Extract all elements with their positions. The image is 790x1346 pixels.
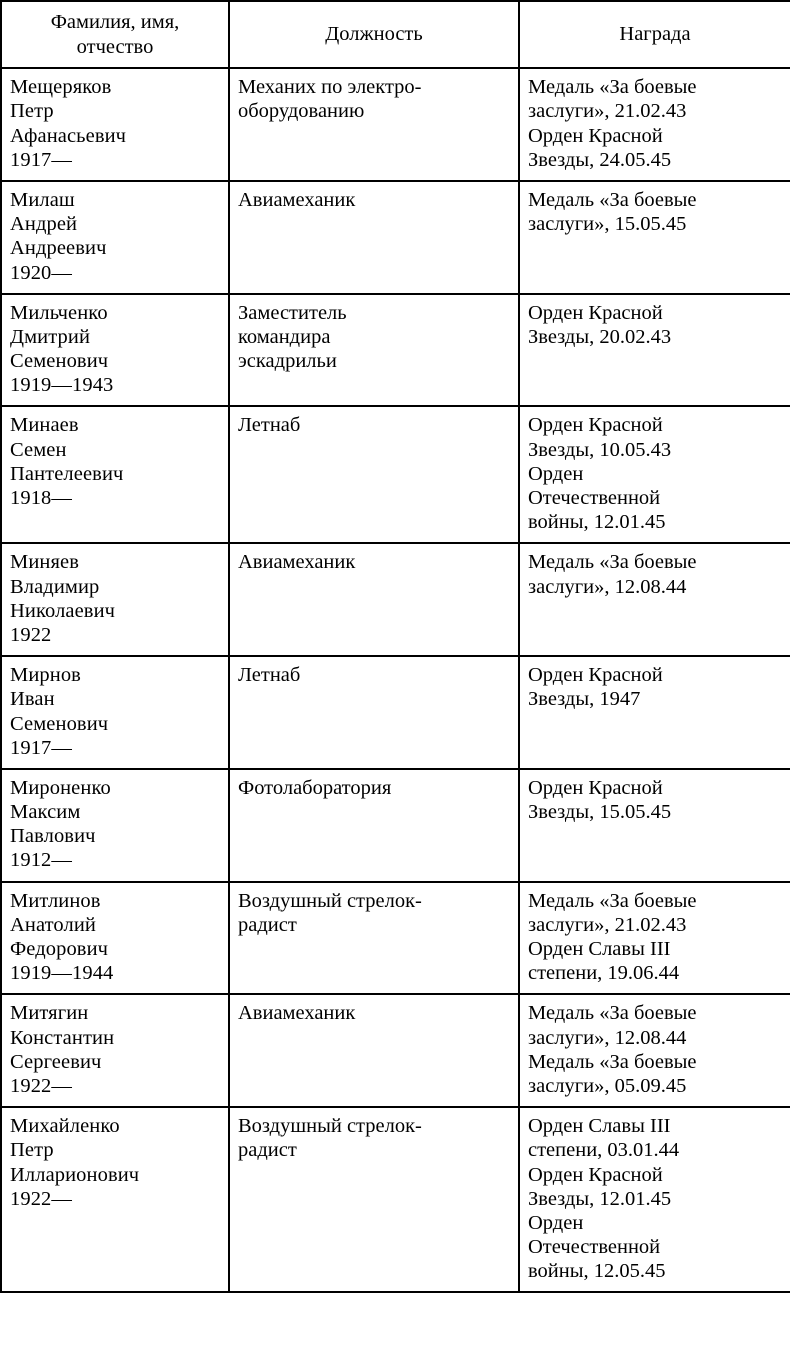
- cell-role: [229, 1107, 519, 1292]
- cell-name: [1, 769, 229, 882]
- text-line: 1917—: [10, 736, 72, 759]
- text-line: степени, 03.01.44: [528, 1139, 680, 1162]
- table-row: [1, 543, 790, 656]
- column-header-role: Должность: [229, 1, 519, 68]
- cell-name: [1, 294, 229, 407]
- table-row: [1, 769, 790, 882]
- text-line: Звезды, 1947: [528, 688, 641, 711]
- text-line: Константин: [10, 1026, 115, 1049]
- text-line: Звезды, 15.05.45: [528, 801, 672, 824]
- text-line: Петр: [10, 1139, 54, 1162]
- cell-name: [1, 543, 229, 656]
- table-header: [1, 1, 790, 68]
- text-line: Фамилия, имя,: [50, 11, 180, 33]
- text-line: Звезды, 24.05.45: [528, 148, 672, 171]
- text-line: Звезды, 20.02.43: [528, 325, 672, 348]
- table-row: [1, 68, 790, 181]
- text-line: 1912—: [10, 849, 72, 872]
- text-line: Владимир: [10, 575, 100, 598]
- text-line: Семенович: [10, 712, 109, 735]
- text-line: Андрей: [10, 213, 78, 236]
- table-row: [1, 882, 790, 995]
- text-line: Орден Красной: [528, 1163, 663, 1186]
- text-line: Звезды, 12.01.45: [528, 1187, 672, 1210]
- cell-role: Фотолаборатория: [229, 769, 519, 882]
- text-line: Медаль «За боевые: [528, 188, 697, 211]
- cell-award: [519, 1107, 790, 1292]
- text-line: Дмитрий: [10, 325, 91, 348]
- column-header-name: [1, 1, 229, 68]
- table-row: [1, 1107, 790, 1292]
- text-line: Семен: [10, 438, 67, 461]
- text-line: 1922—: [10, 1074, 72, 1097]
- table-row: [1, 406, 790, 543]
- text-line: Максим: [10, 801, 81, 824]
- text-line: заслуги», 21.02.43: [528, 913, 687, 936]
- text-line: Павлович: [10, 825, 96, 848]
- text-line: 1922: [10, 623, 52, 646]
- text-line: 1917—: [10, 148, 72, 171]
- table-row: [1, 294, 790, 407]
- cell-award: [519, 656, 790, 769]
- text-line: заслуги», 05.09.45: [528, 1074, 687, 1097]
- text-line: Воздушный стрелок-: [238, 889, 422, 912]
- text-line: Орден Красной: [528, 414, 663, 437]
- text-line: 1922—: [10, 1187, 72, 1210]
- text-line: войны, 12.05.45: [528, 1260, 666, 1283]
- text-line: Орден Красной: [528, 664, 663, 687]
- cell-name: [1, 181, 229, 294]
- text-line: Мироненко: [10, 776, 111, 799]
- text-line: Иван: [10, 688, 55, 711]
- text-line: Пантелеевич: [10, 462, 124, 485]
- text-line: степени, 19.06.44: [528, 962, 680, 985]
- text-line: Минаев: [10, 414, 79, 437]
- text-line: Илларионович: [10, 1163, 140, 1186]
- table-body: [1, 68, 790, 1292]
- cell-name: [1, 406, 229, 543]
- text-line: Медаль «За боевые: [528, 889, 697, 912]
- text-line: Орден Красной: [528, 124, 663, 147]
- text-line: Отечественной: [528, 487, 661, 509]
- cell-role: Летнаб: [229, 406, 519, 543]
- cell-name: [1, 1107, 229, 1292]
- table-header-row: [1, 1, 790, 68]
- text-line: командира: [238, 325, 331, 348]
- text-line: Мирнов: [10, 664, 81, 687]
- text-line: отчество: [76, 35, 154, 58]
- text-line: Семенович: [10, 350, 109, 373]
- cell-award: [519, 406, 790, 543]
- text-line: радист: [238, 1139, 297, 1162]
- text-line: заслуги», 21.02.43: [528, 100, 687, 123]
- text-line: Митлинов: [10, 889, 101, 912]
- text-line: Михайленко: [10, 1115, 120, 1138]
- cell-award: [519, 882, 790, 995]
- text-line: 1918—: [10, 487, 72, 509]
- cell-name: [1, 882, 229, 995]
- text-line: Медаль «За боевые: [528, 1050, 697, 1073]
- cell-award: [519, 769, 790, 882]
- text-line: Анатолий: [10, 913, 96, 936]
- text-line: оборудованию: [238, 100, 365, 123]
- text-line: Петр: [10, 100, 54, 123]
- text-line: Орден Красной: [528, 776, 663, 799]
- table-row: [1, 181, 790, 294]
- cell-name: [1, 68, 229, 181]
- cell-name: [1, 656, 229, 769]
- text-line: Миняев: [10, 551, 79, 574]
- cell-award: [519, 994, 790, 1107]
- text-line: Медаль «За боевые: [528, 76, 697, 99]
- cell-role: Летнаб: [229, 656, 519, 769]
- cell-award: [519, 543, 790, 656]
- text-line: Мещеряков: [10, 76, 112, 99]
- text-line: Николаевич: [10, 599, 116, 622]
- cell-role: Авиамеханик: [229, 181, 519, 294]
- text-line: Звезды, 10.05.43: [528, 438, 672, 461]
- text-line: Заместитель: [238, 301, 347, 324]
- cell-role: [229, 68, 519, 181]
- text-line: заслуги», 15.05.45: [528, 213, 687, 236]
- text-line: 1919—1943: [10, 374, 114, 397]
- text-line: эскадрильи: [238, 350, 337, 373]
- cell-role: Авиамеханик: [229, 543, 519, 656]
- text-line: Механих по электро-: [238, 76, 422, 99]
- text-line: Медаль «За боевые: [528, 1002, 697, 1025]
- text-line: Сергеевич: [10, 1050, 102, 1073]
- text-line: Орден: [528, 462, 584, 485]
- text-line: Орден: [528, 1211, 584, 1234]
- text-line: Отечественной: [528, 1236, 661, 1259]
- text-line: войны, 12.01.45: [528, 511, 666, 534]
- text-line: Орден Славы III: [528, 1115, 671, 1138]
- cell-role: [229, 294, 519, 407]
- table-row: [1, 656, 790, 769]
- text-line: Воздушный стрелок-: [238, 1115, 422, 1138]
- cell-award: [519, 181, 790, 294]
- column-header-award: Награда: [519, 1, 790, 68]
- text-line: Орден Красной: [528, 301, 663, 324]
- text-line: Митягин: [10, 1002, 89, 1025]
- text-line: заслуги», 12.08.44: [528, 575, 687, 598]
- cell-role: [229, 882, 519, 995]
- text-line: Орден Славы III: [528, 938, 671, 960]
- text-line: Мильченко: [10, 301, 108, 324]
- text-line: Афанасьевич: [10, 124, 127, 147]
- text-line: Медаль «За боевые: [528, 551, 697, 574]
- text-line: Андреевич: [10, 237, 107, 260]
- cell-award: [519, 68, 790, 181]
- cell-role: Авиамеханик: [229, 994, 519, 1107]
- text-line: 1919—1944: [10, 962, 114, 985]
- cell-award: [519, 294, 790, 407]
- table-row: [1, 994, 790, 1107]
- text-line: Федорович: [10, 938, 109, 960]
- text-line: заслуги», 12.08.44: [528, 1026, 687, 1049]
- cell-name: [1, 994, 229, 1107]
- text-line: радист: [238, 913, 297, 936]
- text-line: 1920—: [10, 261, 72, 284]
- text-line: Милаш: [10, 188, 75, 211]
